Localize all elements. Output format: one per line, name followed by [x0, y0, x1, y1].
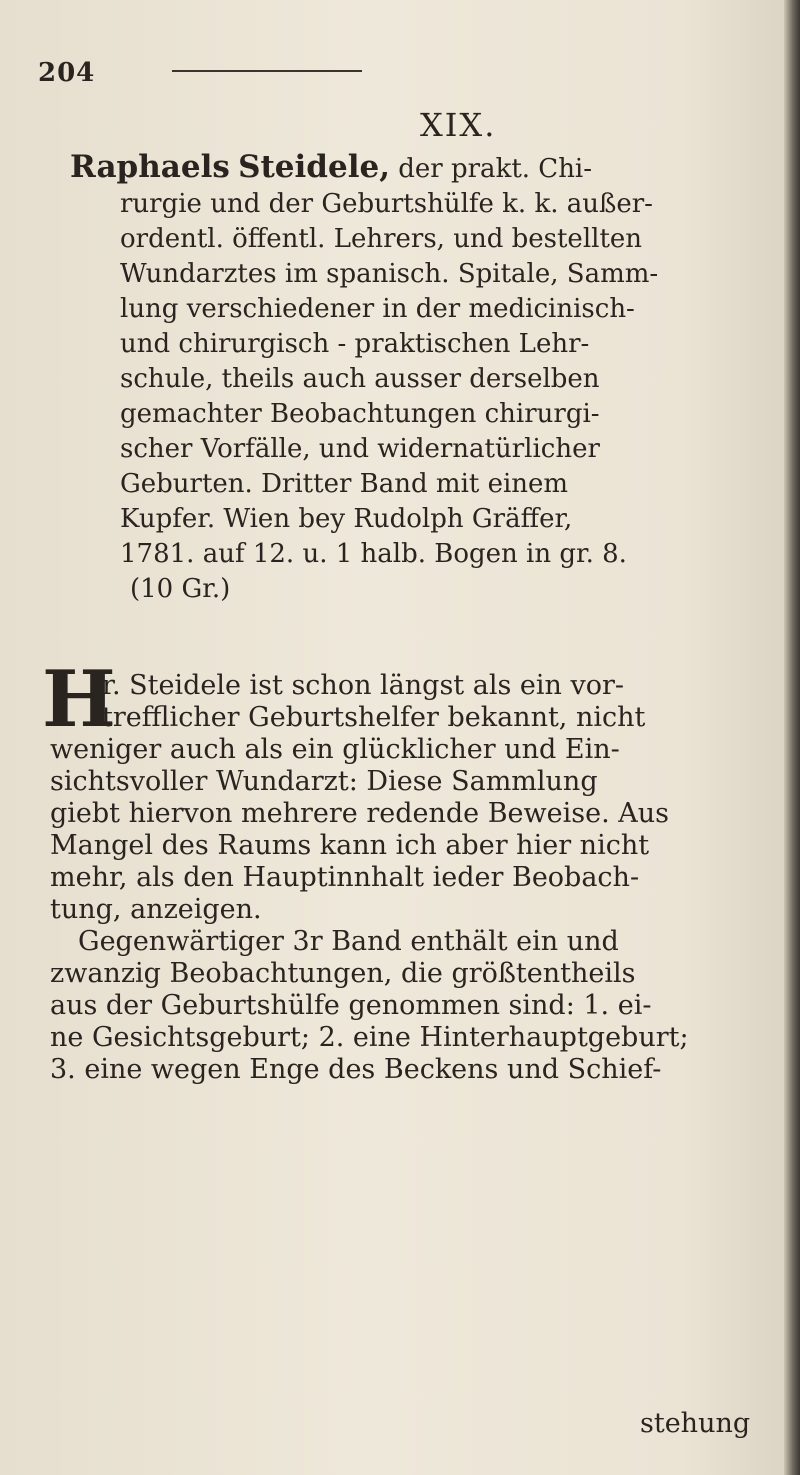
heading-line: Kupfer. Wien bey Rudolph Gräffer,: [120, 504, 573, 534]
body-line: 3. eine wegen Enge des Beckens und Schief-: [50, 1054, 662, 1085]
body-line: Gegenwärtiger 3r Band enthält ein und: [78, 926, 619, 957]
heading-line-0: [70, 150, 760, 187]
heading-line: lung verschiedener in der medicinisch-: [120, 294, 635, 324]
body-line: aus der Geburtshülfe genommen sind: 1. ei-: [50, 990, 652, 1021]
catchword: stehung: [640, 1408, 751, 1439]
section-numeral: XIX.: [420, 106, 497, 144]
heading-line: Geburten. Dritter Band mit einem: [120, 469, 569, 499]
heading-line: 1781. auf 12. u. 1 halb. Bogen in gr. 8.: [120, 539, 627, 569]
body-line: mehr, als den Hauptinnhalt ieder Beobach-: [50, 862, 640, 893]
drop-capital: H: [42, 654, 116, 745]
body-line: tung, anzeigen.: [50, 894, 262, 925]
heading-line: und chirurgisch - praktischen Lehr-: [120, 329, 590, 359]
page-number: 204: [38, 58, 96, 88]
heading-line: Wundarztes im spanisch. Spitale, Samm-: [120, 259, 659, 289]
header-rule: [172, 70, 362, 72]
review-body: [50, 670, 770, 1086]
heading-text: der prakt. Chi-: [398, 154, 593, 184]
page-edge-shadow: [784, 0, 800, 1475]
body-line: zwanzig Beobachtungen, die größtentheils: [50, 958, 636, 989]
heading-line: schule, theils auch ausser derselben: [120, 364, 600, 394]
heading-line: gemachter Beobachtungen chirurgi-: [120, 399, 600, 429]
body-line: ne Gesichtsgeburt; 2. eine Hinterhauptgeburt;: [50, 1022, 689, 1053]
body-line: weniger auch als ein glücklicher und Ein-: [50, 734, 620, 765]
price-line: (10 Gr.): [130, 574, 231, 604]
body-line: r. Steidele ist schon längst als ein vor-: [102, 670, 625, 701]
body-line: sichtsvoller Wundarzt: Diese Sammlung: [50, 766, 598, 797]
body-line: Mangel des Raums kann ich aber hier nicht: [50, 830, 650, 861]
heading-line: ordentl. öffentl. Lehrers, und bestellten: [120, 224, 643, 254]
author-name: Raphaels: [70, 149, 230, 185]
entry-heading: [70, 150, 760, 607]
heading-line: scher Vorfälle, und widernatürlicher: [120, 434, 600, 464]
author-surname: Steidele,: [238, 149, 390, 185]
body-line: giebt hiervon mehrere redende Beweise. Aus: [50, 798, 669, 829]
heading-line: rurgie und der Geburtshülfe k. k. außer-: [120, 189, 653, 219]
body-line: trefflicher Geburtshelfer bekannt, nicht: [102, 702, 646, 733]
